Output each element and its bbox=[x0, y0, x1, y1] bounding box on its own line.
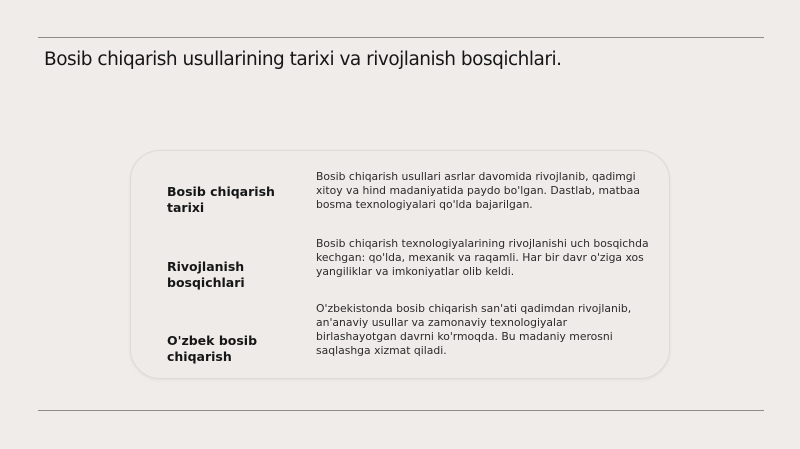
row-term: Bosib chiqarish tarixi bbox=[167, 184, 275, 215]
row-description: Bosib chiqarish texnologiyalarining rivojlanishi uch bosqichda kechgan: qo'lda, mexanik va raqamli. Har bir davr o'ziga xos yangiliklar va imkoniyatlar olib keldi. bbox=[316, 237, 649, 278]
row-description: Bosib chiqarish usullari asrlar davomida rivojlanib, qadimgi xitoy va hind madaniyatida paydo bo'lgan. Dastlab, matbaa bosma texnologiyalari qo'lda bajarilgan. bbox=[316, 170, 640, 211]
row-description: O'zbekistonda bosib chiqarish san'ati qadimdan rivojlanib, an'anaviy usullar va zamonaviy texnologiyalar birlashayotgan davrni ko'rmoqda. Bu madaniy merosni saqlashga xizmat qiladi. bbox=[316, 302, 632, 357]
slide-title: Bosib chiqarish usullarining tarixi va rivojlanish bosqichlari. bbox=[44, 49, 562, 70]
content-card bbox=[130, 150, 670, 379]
bottom-divider bbox=[38, 410, 764, 411]
row-term: Rivojlanish bosqichlari bbox=[167, 259, 245, 290]
top-divider bbox=[38, 37, 764, 38]
row-term: O'zbek bosib chiqarish bbox=[167, 333, 258, 364]
